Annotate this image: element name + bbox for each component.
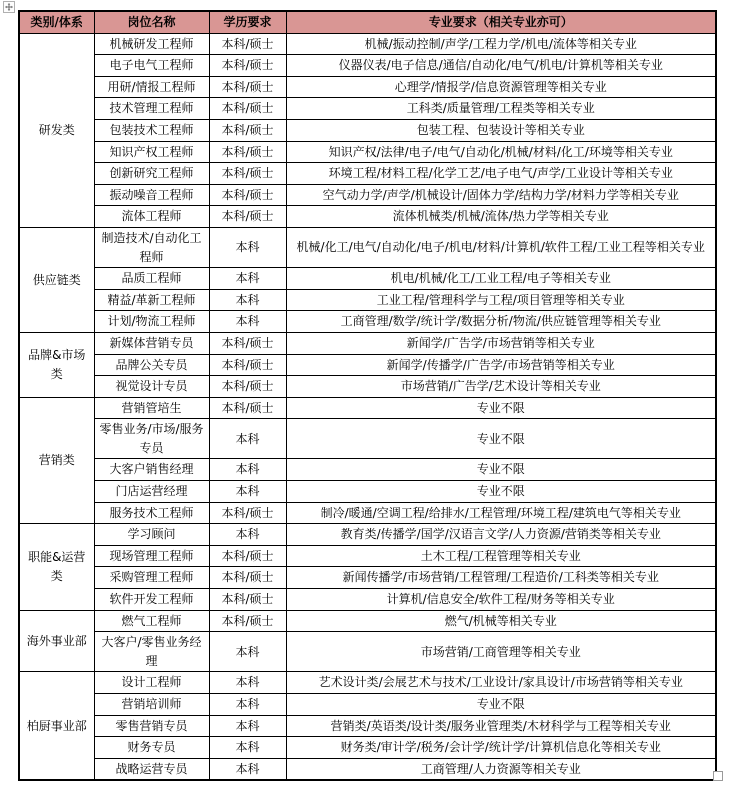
table-row bbox=[19, 481, 716, 503]
education-cell: 本科 bbox=[209, 524, 286, 546]
major-cell: 环境工程/材料工程/化学工艺/电子电气/声学/工业设计等相关专业 bbox=[286, 163, 716, 185]
major-cell: 专业不限 bbox=[286, 459, 716, 481]
education-cell: 本科/硕士 bbox=[209, 545, 286, 567]
table-row bbox=[19, 397, 716, 419]
education-cell: 本科/硕士 bbox=[209, 397, 286, 419]
category-cell: 海外事业部 bbox=[19, 610, 94, 672]
education-cell: 本科 bbox=[209, 758, 286, 780]
category-cell: 职能&运营类 bbox=[19, 524, 94, 610]
table-row bbox=[19, 376, 716, 398]
position-cell: 机械研发工程师 bbox=[94, 33, 209, 55]
education-cell: 本科/硕士 bbox=[209, 55, 286, 77]
education-cell: 本科/硕士 bbox=[209, 206, 286, 228]
header-category: 类别/体系 bbox=[19, 11, 94, 33]
position-cell: 振动噪音工程师 bbox=[94, 184, 209, 206]
major-cell: 机械/振动控制/声学/工程力学/机电/流体等相关专业 bbox=[286, 33, 716, 55]
position-cell: 品牌公关专员 bbox=[94, 354, 209, 376]
table-row bbox=[19, 332, 716, 354]
position-cell: 学习顾问 bbox=[94, 524, 209, 546]
major-cell: 知识产权/法律/电子/电气/自动化/机械/材料/化工/环境等相关专业 bbox=[286, 141, 716, 163]
job-positions-table bbox=[18, 10, 717, 781]
table-row bbox=[19, 163, 716, 185]
major-cell: 市场营销/工商管理等相关专业 bbox=[286, 632, 716, 672]
major-cell: 燃气/机械等相关专业 bbox=[286, 610, 716, 632]
education-cell: 本科 bbox=[209, 268, 286, 290]
education-cell: 本科/硕士 bbox=[209, 376, 286, 398]
major-cell: 工商管理/人力资源等相关专业 bbox=[286, 758, 716, 780]
education-cell: 本科 bbox=[209, 311, 286, 333]
major-cell: 机电/机械/化工/工业工程/电子等相关专业 bbox=[286, 268, 716, 290]
education-cell: 本科/硕士 bbox=[209, 33, 286, 55]
table-row bbox=[19, 610, 716, 632]
education-cell: 本科 bbox=[209, 672, 286, 694]
position-cell: 门店运营经理 bbox=[94, 481, 209, 503]
education-cell: 本科/硕士 bbox=[209, 98, 286, 120]
education-cell: 本科 bbox=[209, 715, 286, 737]
position-cell: 零售营销专员 bbox=[94, 715, 209, 737]
education-cell: 本科 bbox=[209, 632, 286, 672]
position-cell: 知识产权工程师 bbox=[94, 141, 209, 163]
position-cell: 现场管理工程师 bbox=[94, 545, 209, 567]
education-cell: 本科/硕士 bbox=[209, 184, 286, 206]
position-cell: 包装技术工程师 bbox=[94, 119, 209, 141]
position-cell: 营销培训师 bbox=[94, 694, 209, 716]
header-row bbox=[19, 11, 716, 33]
table-row bbox=[19, 33, 716, 55]
position-cell: 大客户/零售业务经理 bbox=[94, 632, 209, 672]
major-cell: 工科类/质量管理/工程类等相关专业 bbox=[286, 98, 716, 120]
major-cell: 财务类/审计学/税务/会计学/统计学/计算机信息化等相关专业 bbox=[286, 737, 716, 759]
major-cell: 市场营销/广告学/艺术设计等相关专业 bbox=[286, 376, 716, 398]
major-cell: 土木工程/工程管理等相关专业 bbox=[286, 545, 716, 567]
education-cell: 本科 bbox=[209, 694, 286, 716]
table-row bbox=[19, 184, 716, 206]
position-cell: 设计工程师 bbox=[94, 672, 209, 694]
major-cell: 艺术设计类/会展艺术与技术/工业设计/家具设计/市场营销等相关专业 bbox=[286, 672, 716, 694]
education-cell: 本科 bbox=[209, 419, 286, 459]
table-row bbox=[19, 98, 716, 120]
education-cell: 本科/硕士 bbox=[209, 567, 286, 589]
position-cell: 燃气工程师 bbox=[94, 610, 209, 632]
major-cell: 心理学/情报学/信息资源管理等相关专业 bbox=[286, 76, 716, 98]
position-cell: 计划/物流工程师 bbox=[94, 311, 209, 333]
major-cell: 新闻学/广告学/市场营销等相关专业 bbox=[286, 332, 716, 354]
table-row bbox=[19, 268, 716, 290]
education-cell: 本科/硕士 bbox=[209, 502, 286, 524]
education-cell: 本科 bbox=[209, 459, 286, 481]
education-cell: 本科 bbox=[209, 289, 286, 311]
education-cell: 本科 bbox=[209, 737, 286, 759]
category-cell: 供应链类 bbox=[19, 227, 94, 332]
position-cell: 精益/革新工程师 bbox=[94, 289, 209, 311]
major-cell: 教育类/传播学/国学/汉语言文学/人力资源/营销类等相关专业 bbox=[286, 524, 716, 546]
table-row bbox=[19, 715, 716, 737]
table-row bbox=[19, 567, 716, 589]
position-cell: 电子电气工程师 bbox=[94, 55, 209, 77]
major-cell: 新闻传播学/市场营销/工程管理/工程造价/工科类等相关专业 bbox=[286, 567, 716, 589]
position-cell: 大客户销售经理 bbox=[94, 459, 209, 481]
major-cell: 仪器仪表/电子信息/通信/自动化/电气/机电/计算机等相关专业 bbox=[286, 55, 716, 77]
table-row bbox=[19, 737, 716, 759]
major-cell: 新闻学/传播学/广告学/市场营销等相关专业 bbox=[286, 354, 716, 376]
position-cell: 品质工程师 bbox=[94, 268, 209, 290]
table-row bbox=[19, 419, 716, 459]
major-cell: 营销类/英语类/设计类/服务业管理类/木材科学与工程等相关专业 bbox=[286, 715, 716, 737]
job-table-body bbox=[19, 33, 716, 780]
table-row bbox=[19, 589, 716, 611]
four-way-arrow-icon bbox=[5, 3, 13, 11]
table-row bbox=[19, 55, 716, 77]
position-cell: 新媒体营销专员 bbox=[94, 332, 209, 354]
table-row bbox=[19, 76, 716, 98]
position-cell: 流体工程师 bbox=[94, 206, 209, 228]
major-cell: 流体机械类/机械/流体/热力学等相关专业 bbox=[286, 206, 716, 228]
position-cell: 服务技术工程师 bbox=[94, 502, 209, 524]
table-row bbox=[19, 119, 716, 141]
category-cell: 研发类 bbox=[19, 33, 94, 227]
table-row bbox=[19, 632, 716, 672]
education-cell: 本科/硕士 bbox=[209, 610, 286, 632]
table-row bbox=[19, 502, 716, 524]
header-major: 专业要求（相关专业亦可） bbox=[286, 11, 716, 33]
education-cell: 本科/硕士 bbox=[209, 141, 286, 163]
major-cell: 专业不限 bbox=[286, 694, 716, 716]
major-cell: 机械/化工/电气/自动化/电子/机电/材料/计算机/软件工程/工业工程等相关专业 bbox=[286, 227, 716, 267]
position-cell: 用研/情报工程师 bbox=[94, 76, 209, 98]
position-cell: 技术管理工程师 bbox=[94, 98, 209, 120]
major-cell: 空气动力学/声学/机械设计/固体力学/结构力学/材料力学等相关专业 bbox=[286, 184, 716, 206]
position-cell: 软件开发工程师 bbox=[94, 589, 209, 611]
education-cell: 本科 bbox=[209, 227, 286, 267]
table-row bbox=[19, 524, 716, 546]
table-row bbox=[19, 545, 716, 567]
table-row bbox=[19, 311, 716, 333]
education-cell: 本科/硕士 bbox=[209, 332, 286, 354]
education-cell: 本科/硕士 bbox=[209, 354, 286, 376]
major-cell: 专业不限 bbox=[286, 397, 716, 419]
major-cell: 包装工程、包装设计等相关专业 bbox=[286, 119, 716, 141]
education-cell: 本科/硕士 bbox=[209, 163, 286, 185]
table-row bbox=[19, 672, 716, 694]
position-cell: 制造技术/自动化工程师 bbox=[94, 227, 209, 267]
header-position: 岗位名称 bbox=[94, 11, 209, 33]
table-row bbox=[19, 141, 716, 163]
category-cell: 营销类 bbox=[19, 397, 94, 524]
major-cell: 工商管理/数学/统计学/数据分析/物流/供应链管理等相关专业 bbox=[286, 311, 716, 333]
position-cell: 采购管理工程师 bbox=[94, 567, 209, 589]
major-cell: 计算机/信息安全/软件工程/财务等相关专业 bbox=[286, 589, 716, 611]
education-cell: 本科 bbox=[209, 481, 286, 503]
position-cell: 营销管培生 bbox=[94, 397, 209, 419]
table-row bbox=[19, 459, 716, 481]
table-row bbox=[19, 758, 716, 780]
major-cell: 专业不限 bbox=[286, 419, 716, 459]
position-cell: 战略运营专员 bbox=[94, 758, 209, 780]
table-row bbox=[19, 694, 716, 716]
position-cell: 财务专员 bbox=[94, 737, 209, 759]
category-cell: 柏厨事业部 bbox=[19, 672, 94, 780]
major-cell: 专业不限 bbox=[286, 481, 716, 503]
category-cell: 品牌&市场类 bbox=[19, 332, 94, 397]
position-cell: 创新研究工程师 bbox=[94, 163, 209, 185]
table-row bbox=[19, 289, 716, 311]
table-move-handle-icon[interactable] bbox=[3, 1, 15, 13]
table-row bbox=[19, 227, 716, 267]
header-education: 学历要求 bbox=[209, 11, 286, 33]
major-cell: 制冷/暖通/空调工程/给排水/工程管理/环境工程/建筑电气等相关专业 bbox=[286, 502, 716, 524]
major-cell: 工业工程/管理科学与工程/项目管理等相关专业 bbox=[286, 289, 716, 311]
table-resize-handle-icon[interactable] bbox=[713, 771, 723, 781]
education-cell: 本科/硕士 bbox=[209, 119, 286, 141]
table-row bbox=[19, 206, 716, 228]
table-row bbox=[19, 354, 716, 376]
education-cell: 本科/硕士 bbox=[209, 589, 286, 611]
position-cell: 视觉设计专员 bbox=[94, 376, 209, 398]
education-cell: 本科/硕士 bbox=[209, 76, 286, 98]
position-cell: 零售业务/市场/服务专员 bbox=[94, 419, 209, 459]
